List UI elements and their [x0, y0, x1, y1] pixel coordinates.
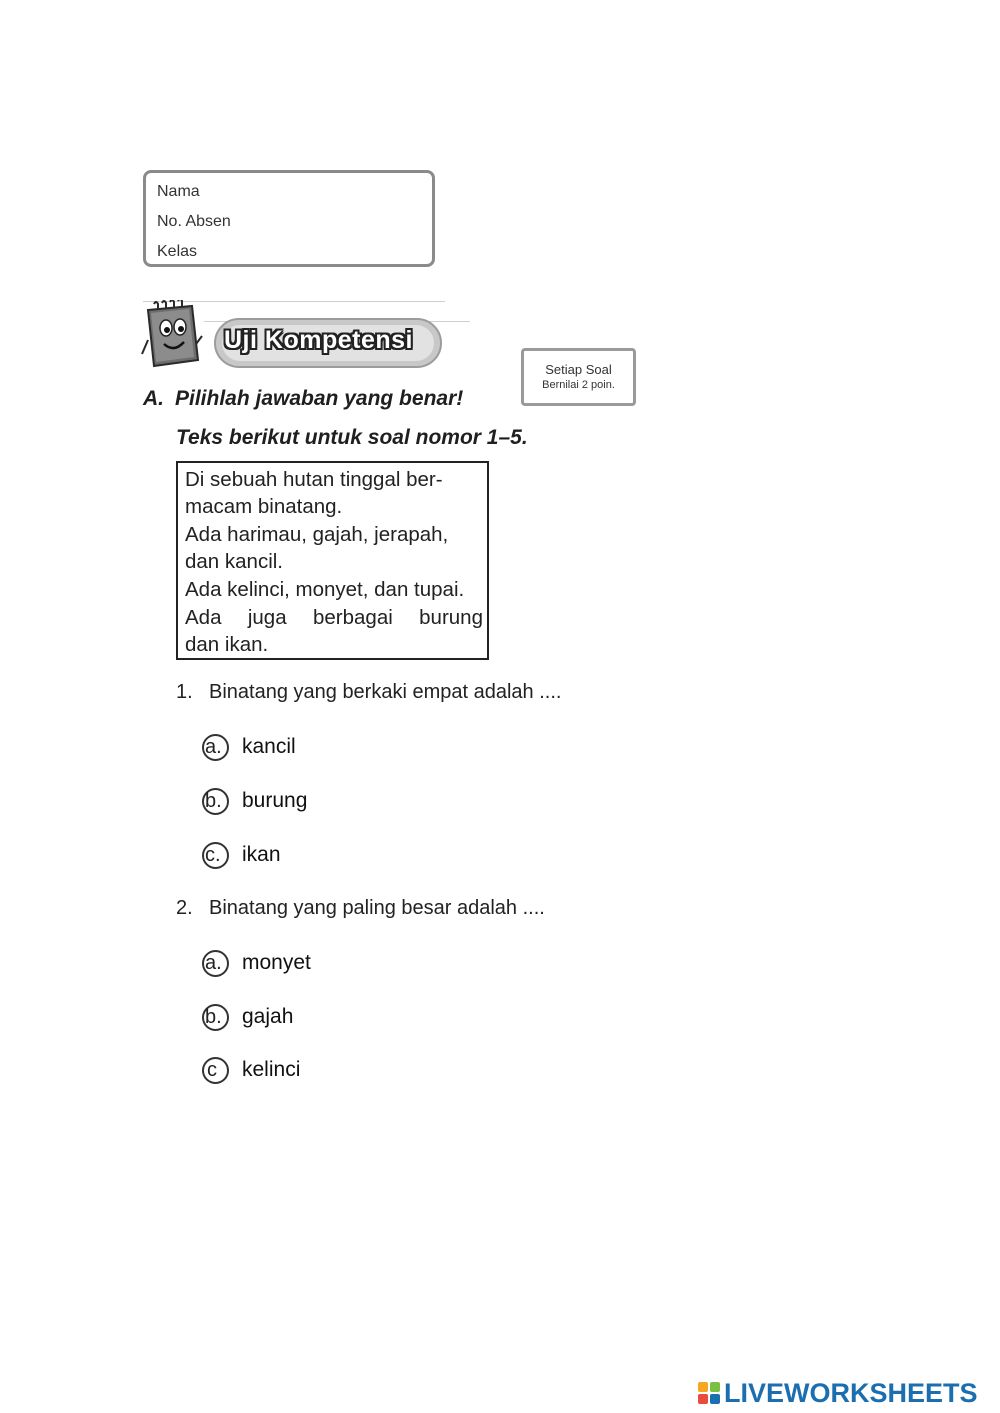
notebook-mascot-icon — [140, 300, 204, 372]
passage-line: Ada kelinci, monyet, dan tupai. — [185, 578, 465, 601]
question-text: Binatang yang paling besar adalah .... — [209, 897, 545, 919]
option-letter: a. — [205, 952, 222, 974]
option-letter: b. — [205, 790, 222, 812]
logo-text: LIVEWORKSHEETS — [724, 1378, 978, 1408]
banner-title: Uji Kompetensi — [224, 326, 413, 354]
uji-kompetensi-banner — [214, 318, 442, 368]
option-text: burung — [242, 789, 308, 812]
question-number: 1. — [176, 681, 193, 703]
reading-passage-box — [176, 461, 489, 660]
passage-line: Ada juga berbagai burung — [185, 606, 483, 629]
option-text: kelinci — [242, 1058, 301, 1081]
option-text: monyet — [242, 951, 311, 974]
score-badge-line1: Setiap Soal — [545, 362, 612, 377]
question-text: Binatang yang berkaki empat adalah .... — [209, 681, 562, 703]
name-label: Nama — [157, 183, 200, 200]
student-identity-box — [143, 170, 435, 267]
score-badge-line2: Bernilai 2 poin. — [542, 379, 615, 391]
passage-line: macam binatang. — [185, 495, 343, 518]
passage-line: dan ikan. — [185, 633, 269, 656]
option-letter: a. — [205, 736, 222, 758]
passage-line: Ada harimau, gajah, jerapah, — [185, 523, 449, 546]
question-2 — [176, 897, 545, 920]
absence-number-label: No. Absen — [157, 213, 231, 230]
passage-subheading: Teks berikut untuk soal nomor 1–5. — [176, 426, 528, 449]
logo-squares-icon — [698, 1382, 720, 1404]
option-letter: c. — [205, 844, 221, 866]
question-number: 2. — [176, 897, 193, 919]
option-text: kancil — [242, 735, 296, 758]
option-text: gajah — [242, 1005, 294, 1028]
section-letter: A. — [143, 387, 164, 410]
option-letter: c — [207, 1059, 217, 1081]
question-1 — [176, 681, 561, 704]
option-text: ikan — [242, 843, 281, 866]
option-letter: b. — [205, 1006, 222, 1028]
section-heading — [143, 387, 463, 411]
class-label: Kelas — [157, 243, 198, 260]
score-badge — [521, 348, 636, 406]
passage-line: dan kancil. — [185, 550, 284, 573]
passage-line: Di sebuah hutan tinggal ber- — [185, 468, 443, 491]
section-instruction: Pilihlah jawaban yang benar! — [175, 387, 464, 410]
